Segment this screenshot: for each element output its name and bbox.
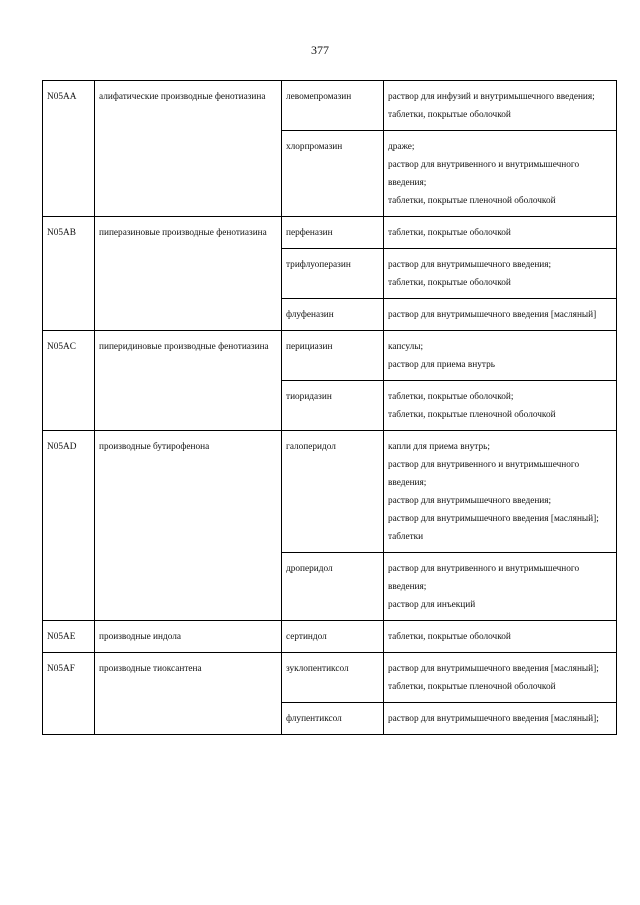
dosage-form: раствор для приема внутрь: [388, 360, 495, 370]
dosage-form: таблетки, покрытые оболочкой;: [388, 392, 514, 402]
dosage-form: таблетки, покрытые оболочкой: [388, 110, 511, 120]
drug-name-cell: флупентиксол: [282, 703, 384, 735]
dosage-form: таблетки: [388, 532, 424, 542]
drug-name-cell: флуфеназин: [282, 299, 384, 331]
atc-code-cell: N05AF: [43, 653, 95, 735]
group-name-cell: производные индола: [95, 621, 282, 653]
table-row: [43, 217, 617, 249]
dosage-form: таблетки, покрытые оболочкой: [388, 278, 511, 288]
group-name-cell: производные бутирофенона: [95, 431, 282, 621]
dosage-form: раствор для внутримышечного введения [масляный];: [388, 514, 599, 524]
dosage-form: раствор для внутривенного и внутримышечного введения;: [388, 564, 580, 592]
group-name-cell: пиперидиновые производные фенотиазина: [95, 331, 282, 431]
drug-name-cell: левомепромазин: [282, 81, 384, 131]
table-row: [43, 331, 617, 381]
dosage-form: капли для приема внутрь;: [388, 442, 490, 452]
dosage-forms-cell: [384, 381, 617, 431]
dosage-form: раствор для инъекций: [388, 600, 476, 610]
table-row: [43, 431, 617, 553]
dosage-form: раствор для инфузий и внутримышечного введения;: [388, 92, 595, 102]
drug-name-cell: галоперидол: [282, 431, 384, 553]
dosage-forms-cell: [384, 431, 617, 553]
drug-name-cell: тиоридазин: [282, 381, 384, 431]
dosage-form: таблетки, покрытые пленочной оболочкой: [388, 682, 556, 692]
dosage-forms-cell: [384, 331, 617, 381]
atc-code-cell: N05AC: [43, 331, 95, 431]
dosage-form: таблетки, покрытые пленочной оболочкой: [388, 410, 556, 420]
dosage-forms-cell: [384, 299, 617, 331]
dosage-forms-cell: [384, 81, 617, 131]
atc-code-cell: N05AD: [43, 431, 95, 621]
drug-name-cell: сертиндол: [282, 621, 384, 653]
drug-classification-table: [42, 80, 617, 735]
dosage-forms-cell: [384, 703, 617, 735]
group-name-cell: алифатические производные фенотиазина: [95, 81, 282, 217]
drug-name-cell: хлорпромазин: [282, 131, 384, 217]
dosage-form: раствор для внутривенного и внутримышечного введения;: [388, 160, 580, 188]
dosage-form: таблетки, покрытые оболочкой: [388, 632, 511, 642]
dosage-forms-cell: [384, 653, 617, 703]
drug-name-cell: зуклопентиксол: [282, 653, 384, 703]
dosage-form: таблетки, покрытые оболочкой: [388, 228, 511, 238]
atc-code-cell: N05AA: [43, 81, 95, 217]
dosage-form: раствор для внутримышечного введения [масляный]: [388, 310, 597, 320]
dosage-forms-cell: [384, 621, 617, 653]
drug-name-cell: перициазин: [282, 331, 384, 381]
table-row: [43, 621, 617, 653]
dosage-form: раствор для внутримышечного введения [масляный];: [388, 664, 599, 674]
dosage-forms-cell: [384, 131, 617, 217]
dosage-form: таблетки, покрытые пленочной оболочкой: [388, 196, 556, 206]
dosage-form: раствор для внутримышечного введения;: [388, 496, 552, 506]
dosage-form: раствор для внутримышечного введения;: [388, 260, 552, 270]
dosage-form: драже;: [388, 142, 415, 152]
atc-code-cell: N05AE: [43, 621, 95, 653]
page-number: 377: [311, 43, 329, 57]
table-row: [43, 653, 617, 703]
drug-name-cell: перфеназин: [282, 217, 384, 249]
group-name-cell: производные тиоксантена: [95, 653, 282, 735]
dosage-forms-cell: [384, 249, 617, 299]
drug-name-cell: дроперидол: [282, 553, 384, 621]
group-name-cell: пиперазиновые производные фенотиазина: [95, 217, 282, 331]
dosage-form: капсулы;: [388, 342, 424, 352]
dosage-form: раствор для внутривенного и внутримышечного введения;: [388, 460, 580, 488]
dosage-forms-cell: [384, 553, 617, 621]
dosage-form: раствор для внутримышечного введения [масляный];: [388, 714, 599, 724]
atc-code-cell: N05AB: [43, 217, 95, 331]
table-row: [43, 81, 617, 131]
dosage-forms-cell: [384, 217, 617, 249]
drug-name-cell: трифлуоперазин: [282, 249, 384, 299]
